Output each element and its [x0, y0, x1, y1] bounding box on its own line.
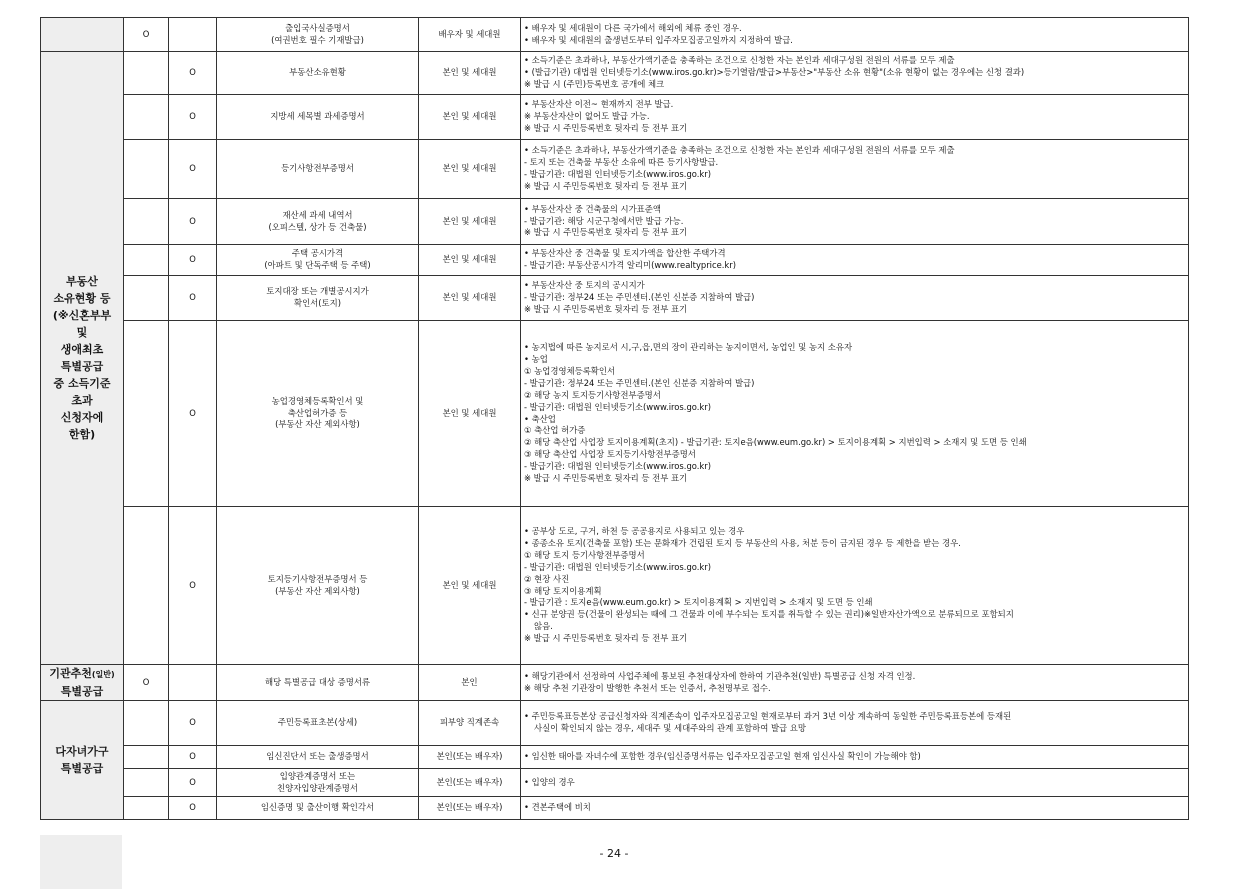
remark-line: ※ 발급 시 주민등록번호 뒷자리 등 전부 표기 — [524, 180, 688, 191]
document-name-line: 토지대장 또는 개별공시지가 — [266, 286, 369, 297]
document-name-line: 부동산소유현황 — [289, 67, 346, 78]
remark-line: 사실이 확인되지 않는 경우, 세대주 및 세대주와의 관계 포함하여 발급 요망 — [534, 723, 806, 733]
document-name — [217, 701, 419, 746]
document-name-line: 친양자입양관계증명서 — [277, 782, 358, 793]
document-name-line: (오피스텔, 상가 등 건축물) — [268, 221, 367, 232]
document-name-line: (여권번호 필수 기재발급) — [271, 34, 364, 45]
remark-line: ※ 발급 시 (주민)등록번호 공개에 체크 — [524, 78, 665, 89]
remarks — [521, 746, 1189, 769]
submission-target: 본인 및 세대원 — [419, 95, 521, 140]
category-institution — [41, 665, 124, 701]
submission-target: 본인 및 세대원 — [419, 507, 521, 665]
category-line: 소유현황 등 — [53, 292, 111, 305]
table-row — [41, 18, 1189, 52]
remark-line: • 신규 분양권 등(건물이 완성되는 때에 그 건물과 이에 부수되는 토지를 취득할 수 있는 권리)※일반자산가액으로 분류되므로 포함되지 — [524, 609, 1014, 620]
remark-line: ③ 해당 토지이용계획 — [524, 585, 602, 596]
remarks — [521, 199, 1189, 245]
remark-line: ※ 발급 시 주민등록번호 뒷자리 등 전부 표기 — [524, 303, 688, 314]
table-row — [41, 665, 1189, 701]
page-number: - 24 - — [599, 847, 629, 860]
category-line: 특별공급 — [60, 685, 104, 698]
remark-line: • 입양의 경우 — [524, 776, 575, 787]
mark-col2: O — [169, 199, 217, 245]
remarks — [521, 665, 1189, 701]
document-name — [217, 140, 419, 199]
remarks — [521, 276, 1189, 321]
mark-col1 — [124, 321, 169, 507]
remark-line: • 견본주택에 비치 — [524, 802, 591, 813]
remarks — [521, 769, 1189, 797]
remark-line: ※ 해당 추천 기관장이 발행한 추천서 또는 인증서, 추천명부로 접수. — [524, 682, 771, 693]
submission-target: 본인 및 세대원 — [419, 245, 521, 276]
mark-col1 — [124, 245, 169, 276]
remark-line: 않음. — [534, 621, 553, 632]
remark-line: • 부동산자산 중 건축물 및 토지가액을 합산한 주택가격 — [524, 248, 726, 259]
submission-target: 피부양 직계존속 — [419, 701, 521, 746]
table-row — [41, 701, 1189, 746]
submission-target: 본인 및 세대원 — [419, 199, 521, 245]
document-name — [217, 507, 419, 665]
table-row — [41, 140, 1189, 199]
submission-target: 본인 및 세대원 — [419, 321, 521, 507]
document-name-line: 주택 공시가격 — [291, 248, 344, 259]
mark-col2: O — [169, 769, 217, 797]
remarks — [521, 245, 1189, 276]
category-line — [44, 665, 120, 683]
remark-line: • 축산업 — [524, 413, 556, 424]
category-multichild — [41, 701, 124, 820]
remark-line: • 소득기준은 초과하나, 부동산가액기준을 충족하는 조건으로 신청한 자는 본인과 세대구성원 전원의 서류를 모두 제출 — [524, 145, 955, 156]
mark-col2: O — [169, 701, 217, 746]
mark-col1: O — [124, 665, 169, 701]
document-name-line: 입양관계증명서 또는 — [279, 770, 356, 781]
remark-line: - 발급기관: 대법원 인터넷등기소(www.iros.go.kr) — [524, 461, 711, 472]
table-row — [41, 797, 1189, 820]
document-name-line: 주민등록표초본(상세) — [277, 717, 358, 728]
document-name — [217, 52, 419, 95]
remarks — [521, 701, 1189, 746]
remark-line: ※ 발급 시 주민등록번호 뒷자리 등 전부 표기 — [524, 227, 688, 238]
mark-col1: O — [124, 18, 169, 52]
mark-col1 — [124, 52, 169, 95]
category-property — [41, 52, 124, 665]
left-margin-band — [40, 835, 122, 889]
mark-col1 — [124, 140, 169, 199]
category-line: 생애최초 — [60, 343, 104, 356]
remark-line: • 소득기준은 초과하나, 부동산가액기준을 충족하는 조건으로 신청한 자는 본인과 세대구성원 전원의 서류를 모두 제출 — [524, 55, 955, 66]
mark-col2: O — [169, 52, 217, 95]
mark-col2: O — [169, 797, 217, 820]
document-name — [217, 199, 419, 245]
remark-line: ③ 해당 축산업 사업장 토지등기사항전부증명서 — [524, 449, 696, 460]
remark-line: - 발급기관: 대법원 인터넷등기소(www.iros.go.kr) — [524, 169, 711, 179]
remarks — [521, 18, 1189, 52]
mark-col2 — [169, 18, 217, 52]
remark-line: • 배우자 및 세대원이 다른 국가에서 해외에 체류 중인 경우. — [524, 22, 742, 33]
category-line: 신청자에 — [60, 411, 104, 424]
remark-line: - 발급기관: 대법원 인터넷등기소(www.iros.go.kr) — [524, 401, 711, 412]
document-name — [217, 665, 419, 701]
category-line: 특별공급 — [60, 762, 104, 775]
remark-line: • 주민등록표등본상 공급신청자와 직계존속이 입주자모집공고일 현재로부터 과거 3년 이상 계속하여 동일한 주민등록표등본에 등재된 — [524, 711, 1012, 722]
remark-line: - 발급기관: 대법원 인터넷등기소(www.iros.go.kr) — [524, 561, 711, 572]
document-name — [217, 797, 419, 820]
document-name-line: 등기사항전부증명서 — [281, 163, 354, 174]
mark-col1 — [124, 199, 169, 245]
remark-line: ② 현장 사진 — [524, 573, 570, 584]
document-name-line: 농업경영체등록확인서 및 — [271, 395, 364, 406]
document-name — [217, 769, 419, 797]
document-name-line: 임신증명 및 출산이행 확인각서 — [260, 802, 375, 813]
remark-line: • 종종소유 토지(건축물 포함) 또는 문화재가 건립된 토지 등 부동산의 사용, 처분 등이 금지된 경우 등 제한을 받는 경우. — [524, 537, 961, 548]
submission-target: 본인 및 세대원 — [419, 140, 521, 199]
document-name-line: 출입국사실증명서 — [285, 22, 350, 33]
remark-line: ① 축산업 허가증 — [524, 425, 586, 436]
document-name-line: (아파트 및 단독주택 등 주택) — [264, 260, 371, 270]
table-row — [41, 769, 1189, 797]
mark-col2: O — [169, 95, 217, 140]
document-name-line: 확인서(토지) — [294, 298, 341, 308]
remark-line: ※ 부동산자산이 없어도 발급 가능. — [524, 111, 650, 122]
remarks — [521, 140, 1189, 199]
remark-line: • 부동산자산 중 토지의 공시지가 — [524, 280, 645, 291]
table-row — [41, 321, 1189, 507]
table-row — [41, 52, 1189, 95]
submission-target: 배우자 및 세대원 — [419, 18, 521, 52]
document-name — [217, 276, 419, 321]
remark-line: ① 해당 토지 등기사항전부증명서 — [524, 549, 645, 560]
remark-line: • 부동산자산 이전~ 현재까지 전부 발급. — [524, 99, 674, 110]
document-requirements-table — [40, 17, 1189, 820]
category-line: 및 — [76, 326, 88, 339]
document-name-line: (부동산 자산 제외사항) — [275, 419, 360, 430]
category-line: 중 소득기준 — [53, 377, 111, 390]
submission-target: 본인 및 세대원 — [419, 276, 521, 321]
category-line: 부동산 — [66, 275, 98, 288]
category-cell — [41, 18, 124, 52]
submission-target: 본인(또는 배우자) — [419, 769, 521, 797]
table-row — [41, 746, 1189, 769]
remark-line: • 해당기관에서 선정하여 사업주체에 통보된 추천대상자에 한하여 기관추천(일반) 특별공급 신청 자격 인정. — [524, 670, 916, 681]
remark-line: ① 농업경영체등록확인서 — [524, 365, 616, 376]
mark-col1 — [124, 95, 169, 140]
category-line: (※신혼부부 — [52, 309, 112, 322]
remark-line: - 발급기관 : 토지e음(www.eum.go.kr) > 토지이용계획 > 지번입력 > 소재지 및 도면 등 인쇄 — [524, 597, 873, 608]
table-row — [41, 95, 1189, 140]
submission-target: 본인 및 세대원 — [419, 52, 521, 95]
remark-line: - 발급기관: 해당 시군구청에서만 발급 가능. — [524, 215, 684, 226]
remarks — [521, 321, 1189, 507]
category-main: 기관추천 — [49, 667, 92, 680]
submission-target: 본인(또는 배우자) — [419, 746, 521, 769]
remark-line: • 농지법에 따른 농지로서 시,구,읍,면의 장이 관리하는 농지이면서, 농업인 및 농지 소유자 — [524, 342, 853, 353]
table-row — [41, 199, 1189, 245]
remark-line: - 토지 또는 건축물 부동산 소유에 따른 등기사항발급. — [524, 157, 719, 168]
mark-col2: O — [169, 140, 217, 199]
mark-col1 — [124, 507, 169, 665]
document-name-line: 해당 특별공급 대상 증명서류 — [264, 676, 371, 687]
remark-line: ※ 발급 시 주민등록번호 뒷자리 등 전부 표기 — [524, 473, 688, 484]
submission-target: 본인 — [419, 665, 521, 701]
remark-line: - 발급기관: 부동산공시가격 알리미(www.realtyprice.kr) — [524, 260, 736, 270]
document-name — [217, 18, 419, 52]
remark-line: • 부동산자산 중 건축물의 시가표준액 — [524, 203, 661, 214]
table-row — [41, 245, 1189, 276]
category-line: 다자녀가구 — [55, 745, 109, 758]
table-row — [41, 507, 1189, 665]
document-name — [217, 245, 419, 276]
mark-col2: O — [169, 245, 217, 276]
remark-line: ※ 발급 시 주민등록번호 뒷자리 등 전부 표기 — [524, 122, 688, 133]
mark-col2: O — [169, 507, 217, 665]
mark-col1 — [124, 276, 169, 321]
document-name — [217, 746, 419, 769]
remarks — [521, 507, 1189, 665]
category-line: 특별공급 — [60, 360, 104, 373]
remarks — [521, 95, 1189, 140]
remarks — [521, 52, 1189, 95]
mark-col2: O — [169, 746, 217, 769]
document-name-line: 임신진단서 또는 출생증명서 — [266, 751, 369, 762]
remark-line: - 발급기관: 정부24 또는 주민센터.(본인 신분증 지참하여 발급) — [524, 292, 755, 303]
mark-col1 — [124, 797, 169, 820]
remark-line: • 배우자 및 세대원의 출생년도부터 입주자모집공고일까지 지정하여 발급. — [524, 34, 793, 45]
remark-line: • 농업 — [524, 353, 548, 364]
document-name-line: 재산세 과세 내역서 — [282, 209, 353, 220]
remark-line: - 발급기관: 정부24 또는 주민센터.(본인 신분증 지참하여 발급) — [524, 377, 755, 388]
remark-line: • 임신한 태아를 자녀수에 포함한 경우(임신증명서류는 입주자모집공고일 현재 임신사실 확인이 가능해야 함) — [524, 751, 921, 762]
document-name — [217, 321, 419, 507]
document-name-line: 토지등기사항전부증명서 등 — [267, 573, 368, 584]
remark-line: • (발급기관) 대법원 인터넷등기소(www.iros.go.kr)>등기열람/발급>부동산>"부동산 소유 현황"(소유 현황이 없는 경우에는 신청 결과) — [524, 67, 1025, 78]
mark-col2: O — [169, 321, 217, 507]
document-name-line: 축산업허가증 등 — [287, 407, 348, 418]
mark-col1 — [124, 746, 169, 769]
remark-line: ② 해당 농지 토지등기사항전부증명서 — [524, 389, 661, 400]
remarks — [521, 797, 1189, 820]
remark-line: ※ 발급 시 주민등록번호 뒷자리 등 전부 표기 — [524, 633, 688, 644]
submission-target: 본인(또는 배우자) — [419, 797, 521, 820]
document-name-line: 지방세 세목별 과세증명서 — [270, 111, 365, 122]
remark-line: • 공부상 도로, 구거, 하천 등 공공용지로 사용되고 있는 경우 — [524, 525, 745, 536]
category-line: 초과 — [71, 394, 93, 407]
category-small: (일반) — [91, 670, 115, 679]
table-row — [41, 276, 1189, 321]
mark-col1 — [124, 701, 169, 746]
mark-col2: O — [169, 276, 217, 321]
mark-col2 — [169, 665, 217, 701]
document-name — [217, 95, 419, 140]
document-name-line: (부동산 자산 제외사항) — [275, 585, 360, 596]
mark-col1 — [124, 769, 169, 797]
remark-line: ② 해당 축산업 사업장 토지이용계획(초지) - 발급기관: 토지e음(www.eum.go.kr) > 토지이용계획 > 지번입력 > 소재지 및 도면 등 인쇄 — [524, 437, 1027, 448]
category-line: 한함) — [68, 428, 96, 441]
